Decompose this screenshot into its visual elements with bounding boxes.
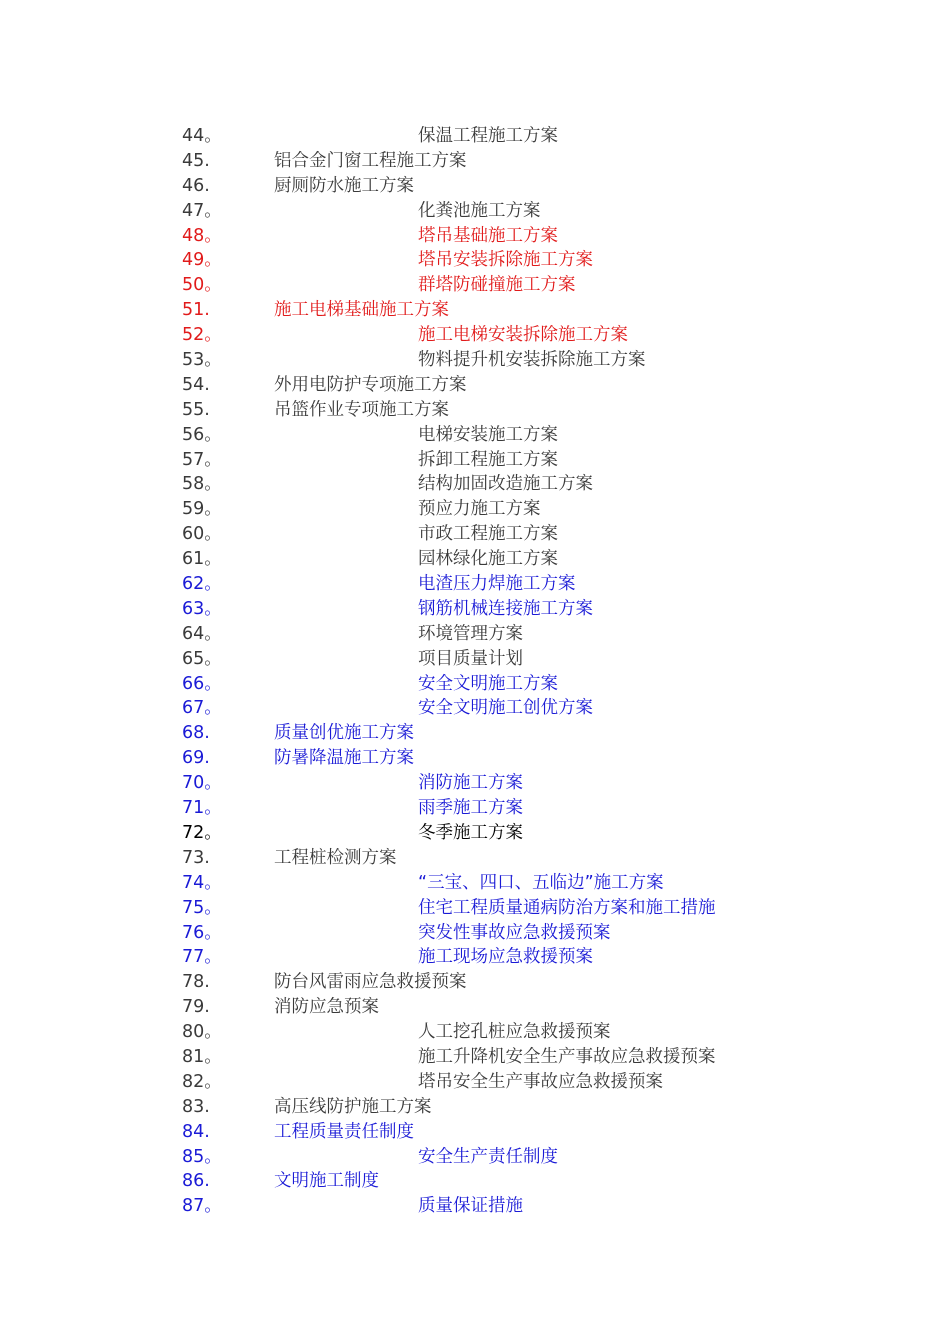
item-number: 65。 xyxy=(182,648,222,669)
list-item xyxy=(0,472,950,497)
list-item xyxy=(0,1095,950,1120)
item-number: 44。 xyxy=(182,126,222,146)
item-title: 消防应急预案 xyxy=(274,997,379,1018)
item-number: 58。 xyxy=(182,474,222,495)
item-number: 61。 xyxy=(182,549,222,570)
item-title: 吊篮作业专项施工方案 xyxy=(274,399,449,420)
item-number: 71。 xyxy=(182,798,222,819)
list-item xyxy=(0,721,950,746)
list-item xyxy=(0,497,950,522)
item-title: 拆卸工程施工方案 xyxy=(418,449,558,470)
item-number: 57。 xyxy=(182,449,222,470)
list-item xyxy=(0,1120,950,1145)
item-number: 55. xyxy=(182,399,210,420)
item-title: 施工升降机安全生产事故应急救援预案 xyxy=(418,1046,716,1067)
list-item xyxy=(0,970,950,995)
item-title: 雨季施工方案 xyxy=(418,798,523,819)
item-number: 74。 xyxy=(182,872,222,893)
item-title: 防台风雷雨应急救援预案 xyxy=(274,972,467,993)
list-item xyxy=(0,896,950,921)
item-number: 60。 xyxy=(182,524,222,545)
item-number: 73. xyxy=(182,847,210,868)
item-title: 住宅工程质量通病防治方案和施工措施 xyxy=(418,897,716,918)
item-title: 高压线防护施工方案 xyxy=(274,1096,432,1117)
item-title: 冬季施工方案 xyxy=(418,822,523,843)
item-number: 67。 xyxy=(182,698,222,719)
item-number: 49。 xyxy=(182,250,222,271)
item-number: 48。 xyxy=(182,225,222,246)
item-title: 质量保证措施 xyxy=(418,1196,523,1217)
list-item xyxy=(0,224,950,249)
document-page xyxy=(0,124,950,1219)
item-title: 塔吊安全生产事故应急救援预案 xyxy=(418,1071,663,1092)
list-item xyxy=(0,273,950,298)
item-title: 安全文明施工创优方案 xyxy=(418,698,593,719)
item-title: 群塔防碰撞施工方案 xyxy=(418,275,576,296)
list-item xyxy=(0,149,950,174)
item-title: 安全生产责任制度 xyxy=(418,1146,558,1167)
item-number: 84. xyxy=(182,1121,210,1142)
item-title: 工程质量责任制度 xyxy=(274,1121,414,1142)
item-number: 69. xyxy=(182,748,210,769)
item-number: 81。 xyxy=(182,1046,222,1067)
item-number: 78. xyxy=(182,972,210,993)
list-item xyxy=(0,597,950,622)
item-title: 园林绿化施工方案 xyxy=(418,549,558,570)
item-number: 56。 xyxy=(182,424,222,445)
item-title: 保温工程施工方案 xyxy=(418,126,558,146)
item-title: 质量创优施工方案 xyxy=(274,723,414,744)
list-item xyxy=(0,921,950,946)
list-item xyxy=(0,945,950,970)
item-number: 85。 xyxy=(182,1146,222,1167)
item-number: 54. xyxy=(182,374,210,395)
item-number: 63。 xyxy=(182,598,222,619)
list-item xyxy=(0,696,950,721)
item-number: 86. xyxy=(182,1171,210,1192)
list-item xyxy=(0,821,950,846)
item-title: 工程桩检测方案 xyxy=(274,847,397,868)
item-title: 环境管理方案 xyxy=(418,623,523,644)
item-number: 52。 xyxy=(182,325,222,346)
item-number: 50。 xyxy=(182,275,222,296)
item-title: 项目质量计划 xyxy=(418,648,523,669)
item-number: 70。 xyxy=(182,773,222,794)
list-item xyxy=(0,448,950,473)
list-item xyxy=(0,248,950,273)
list-item xyxy=(0,373,950,398)
list-item xyxy=(0,1145,950,1170)
list-item xyxy=(0,871,950,896)
item-number: 76。 xyxy=(182,922,222,943)
item-title: 安全文明施工方案 xyxy=(418,673,558,694)
item-number: 51. xyxy=(182,300,210,321)
item-number: 80。 xyxy=(182,1022,222,1043)
item-number: 46. xyxy=(182,175,210,196)
item-number: 66。 xyxy=(182,673,222,694)
list-item xyxy=(0,672,950,697)
list-item xyxy=(0,746,950,771)
item-number: 75。 xyxy=(182,897,222,918)
item-number: 79. xyxy=(182,997,210,1018)
list-item xyxy=(0,995,950,1020)
list-item xyxy=(0,846,950,871)
item-title: 电渣压力焊施工方案 xyxy=(418,574,576,595)
item-number: 45. xyxy=(182,150,210,171)
item-title: 消防施工方案 xyxy=(418,773,523,794)
item-number: 77。 xyxy=(182,947,222,968)
list-item xyxy=(0,174,950,199)
item-title: 外用电防护专项施工方案 xyxy=(274,374,467,395)
item-title: 预应力施工方案 xyxy=(418,499,541,520)
item-number: 59。 xyxy=(182,499,222,520)
item-title: 铝合金门窗工程施工方案 xyxy=(274,150,467,171)
list-item xyxy=(0,547,950,572)
item-title: 塔吊安装拆除施工方案 xyxy=(418,250,593,271)
list-item xyxy=(0,348,950,373)
item-title: 结构加固改造施工方案 xyxy=(418,474,593,495)
list-item xyxy=(0,423,950,448)
item-title: 施工现场应急救援预案 xyxy=(418,947,593,968)
item-number: 72。 xyxy=(182,822,222,843)
item-number: 68. xyxy=(182,723,210,744)
item-title: 施工电梯基础施工方案 xyxy=(274,300,449,321)
list-item xyxy=(0,796,950,821)
list-item xyxy=(0,298,950,323)
item-number: 83. xyxy=(182,1096,210,1117)
item-title: “三宝、四口、五临边”施工方案 xyxy=(418,872,664,893)
item-title: 塔吊基础施工方案 xyxy=(418,225,558,246)
list-item xyxy=(0,1070,950,1095)
list-item xyxy=(0,522,950,547)
item-title: 文明施工制度 xyxy=(274,1171,379,1192)
list-item xyxy=(0,1194,950,1219)
item-title: 钢筋机械连接施工方案 xyxy=(418,598,593,619)
list-item xyxy=(0,1045,950,1070)
item-title: 物料提升机安装拆除施工方案 xyxy=(418,350,646,371)
item-number: 53。 xyxy=(182,350,222,371)
item-number: 82。 xyxy=(182,1071,222,1092)
list-item xyxy=(0,1169,950,1194)
item-title: 厨厕防水施工方案 xyxy=(274,175,414,196)
list-item xyxy=(0,1020,950,1045)
item-number: 87。 xyxy=(182,1196,222,1217)
list-item xyxy=(0,622,950,647)
list-item xyxy=(0,199,950,224)
item-title: 人工挖孔桩应急救援预案 xyxy=(418,1022,611,1043)
item-number: 64。 xyxy=(182,623,222,644)
item-title: 化粪池施工方案 xyxy=(418,200,541,221)
list-item xyxy=(0,572,950,597)
list-item xyxy=(0,771,950,796)
item-title: 市政工程施工方案 xyxy=(418,524,558,545)
list-item xyxy=(0,647,950,672)
item-title: 电梯安装施工方案 xyxy=(418,424,558,445)
list-item xyxy=(0,323,950,348)
item-title: 施工电梯安装拆除施工方案 xyxy=(418,325,628,346)
list-item xyxy=(0,398,950,423)
item-number: 47。 xyxy=(182,200,222,221)
list-item xyxy=(0,124,950,149)
item-number: 62。 xyxy=(182,574,222,595)
item-title: 突发性事故应急救援预案 xyxy=(418,922,611,943)
item-title: 防暑降温施工方案 xyxy=(274,748,414,769)
